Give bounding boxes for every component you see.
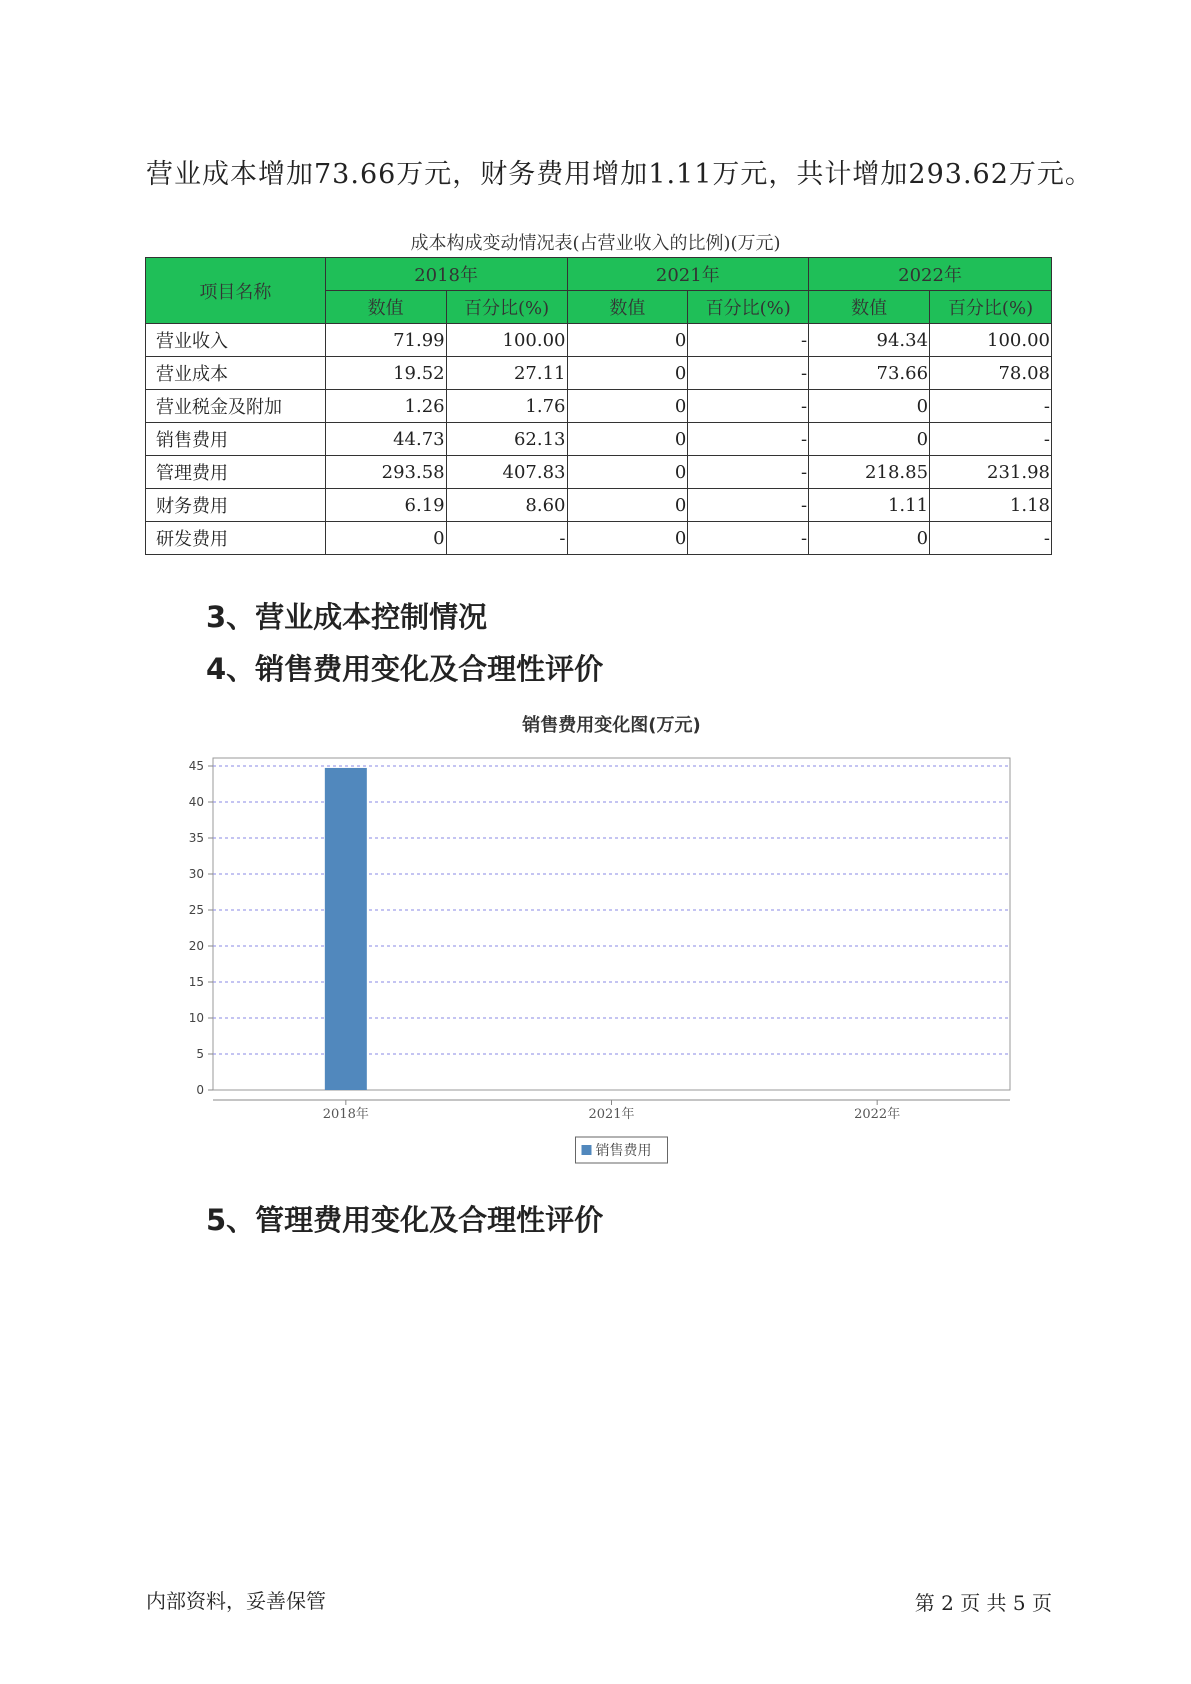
x-tick-label: 2022年 [854,1107,901,1122]
footer-page-number: 第 2 页 共 5 页 [914,1591,1052,1615]
table-cell: 6.19 [325,489,446,522]
table-cell: 0 [567,456,688,489]
x-tick-label: 2018年 [322,1107,369,1122]
year-header-2021: 2021年 [567,258,809,291]
table-row [146,423,1052,456]
table-cell: 0 [325,522,446,555]
table-cell: - [446,522,567,555]
legend-label: 销售费用 [595,1143,652,1159]
table-cell: 0 [567,423,688,456]
table-cell: 0 [809,390,930,423]
table-header-row-years [146,258,1052,291]
table-cell: 293.58 [325,456,446,489]
table-row [146,357,1052,390]
table-row [146,522,1052,555]
table-cell: 218.85 [809,456,930,489]
item-name-header: 项目名称 [146,258,326,324]
table-cell: 100.00 [446,324,567,357]
y-tick-label: 0 [196,1083,204,1097]
table-cell: 0 [567,324,688,357]
table-cell: 1.26 [325,390,446,423]
table-cell: 0 [567,522,688,555]
table-cell: 44.73 [325,423,446,456]
x-tick-label: 2021年 [588,1107,635,1122]
row-label: 研发费用 [146,522,326,555]
table-row [146,456,1052,489]
table-cell: 73.66 [809,357,930,390]
y-tick-label: 45 [188,759,204,773]
table-cell: 1.11 [809,489,930,522]
table-cell: 94.34 [809,324,930,357]
y-tick-label: 30 [188,867,204,881]
table-cell: 1.76 [446,390,567,423]
table-cell: 0 [567,357,688,390]
section-heading-3: 3、营业成本控制情况 [206,600,488,634]
value-header: 数值 [809,291,930,324]
table-cell: 78.08 [930,357,1052,390]
chart-title: 销售费用变化图(万元) [522,715,701,736]
intro-paragraph: 营业成本增加73.66万元，财务费用增加1.11万元，共计增加293.62万元。 [146,159,1093,190]
row-label: 营业成本 [146,357,326,390]
table-cell: - [688,357,809,390]
table-cell: 27.11 [446,357,567,390]
table-cell: 0 [567,489,688,522]
value-header: 数值 [325,291,446,324]
table-row [146,390,1052,423]
table-cell: - [688,489,809,522]
table-cell: 0 [809,522,930,555]
table-row [146,489,1052,522]
table-cell: - [688,324,809,357]
y-tick-label: 20 [188,939,204,953]
y-tick-label: 15 [188,975,204,989]
footer-confidential-note: 内部资料，妥善保管 [146,1589,326,1613]
y-tick-label: 10 [188,1011,204,1025]
percent-header: 百分比(%) [688,291,809,324]
table-cell: 100.00 [930,324,1052,357]
table-cell: 19.52 [325,357,446,390]
table-cell: 231.98 [930,456,1052,489]
table-cell: - [930,423,1052,456]
table-cell: 62.13 [446,423,567,456]
table-cell: - [930,390,1052,423]
y-tick-label: 5 [196,1047,204,1061]
table-cell: 71.99 [325,324,446,357]
section-heading-5: 5、管理费用变化及合理性评价 [206,1203,604,1237]
table-cell: - [688,390,809,423]
row-label: 财务费用 [146,489,326,522]
table-cell: 1.18 [930,489,1052,522]
year-header-2022: 2022年 [809,258,1052,291]
row-label: 管理费用 [146,456,326,489]
bar-2018年 [325,768,367,1090]
table-cell: 0 [809,423,930,456]
row-label: 销售费用 [146,423,326,456]
table-caption: 成本构成变动情况表(占营业收入的比例)(万元) [410,233,781,254]
value-header: 数值 [567,291,688,324]
row-label: 营业收入 [146,324,326,357]
y-tick-label: 40 [188,795,204,809]
table-cell: 407.83 [446,456,567,489]
table-cell: - [688,423,809,456]
table-cell: - [930,522,1052,555]
cost-structure-table [145,257,1052,555]
sales-expense-bar-chart [175,705,1030,1175]
section-heading-4: 4、销售费用变化及合理性评价 [206,652,604,686]
table-cell: 8.60 [446,489,567,522]
percent-header: 百分比(%) [446,291,567,324]
table-cell: - [688,456,809,489]
y-tick-label: 35 [188,831,204,845]
percent-header: 百分比(%) [930,291,1052,324]
table-row [146,324,1052,357]
y-tick-label: 25 [188,903,204,917]
table-cell: - [688,522,809,555]
table-cell: 0 [567,390,688,423]
legend-swatch [582,1145,592,1155]
year-header-2018: 2018年 [325,258,567,291]
row-label: 营业税金及附加 [146,390,326,423]
